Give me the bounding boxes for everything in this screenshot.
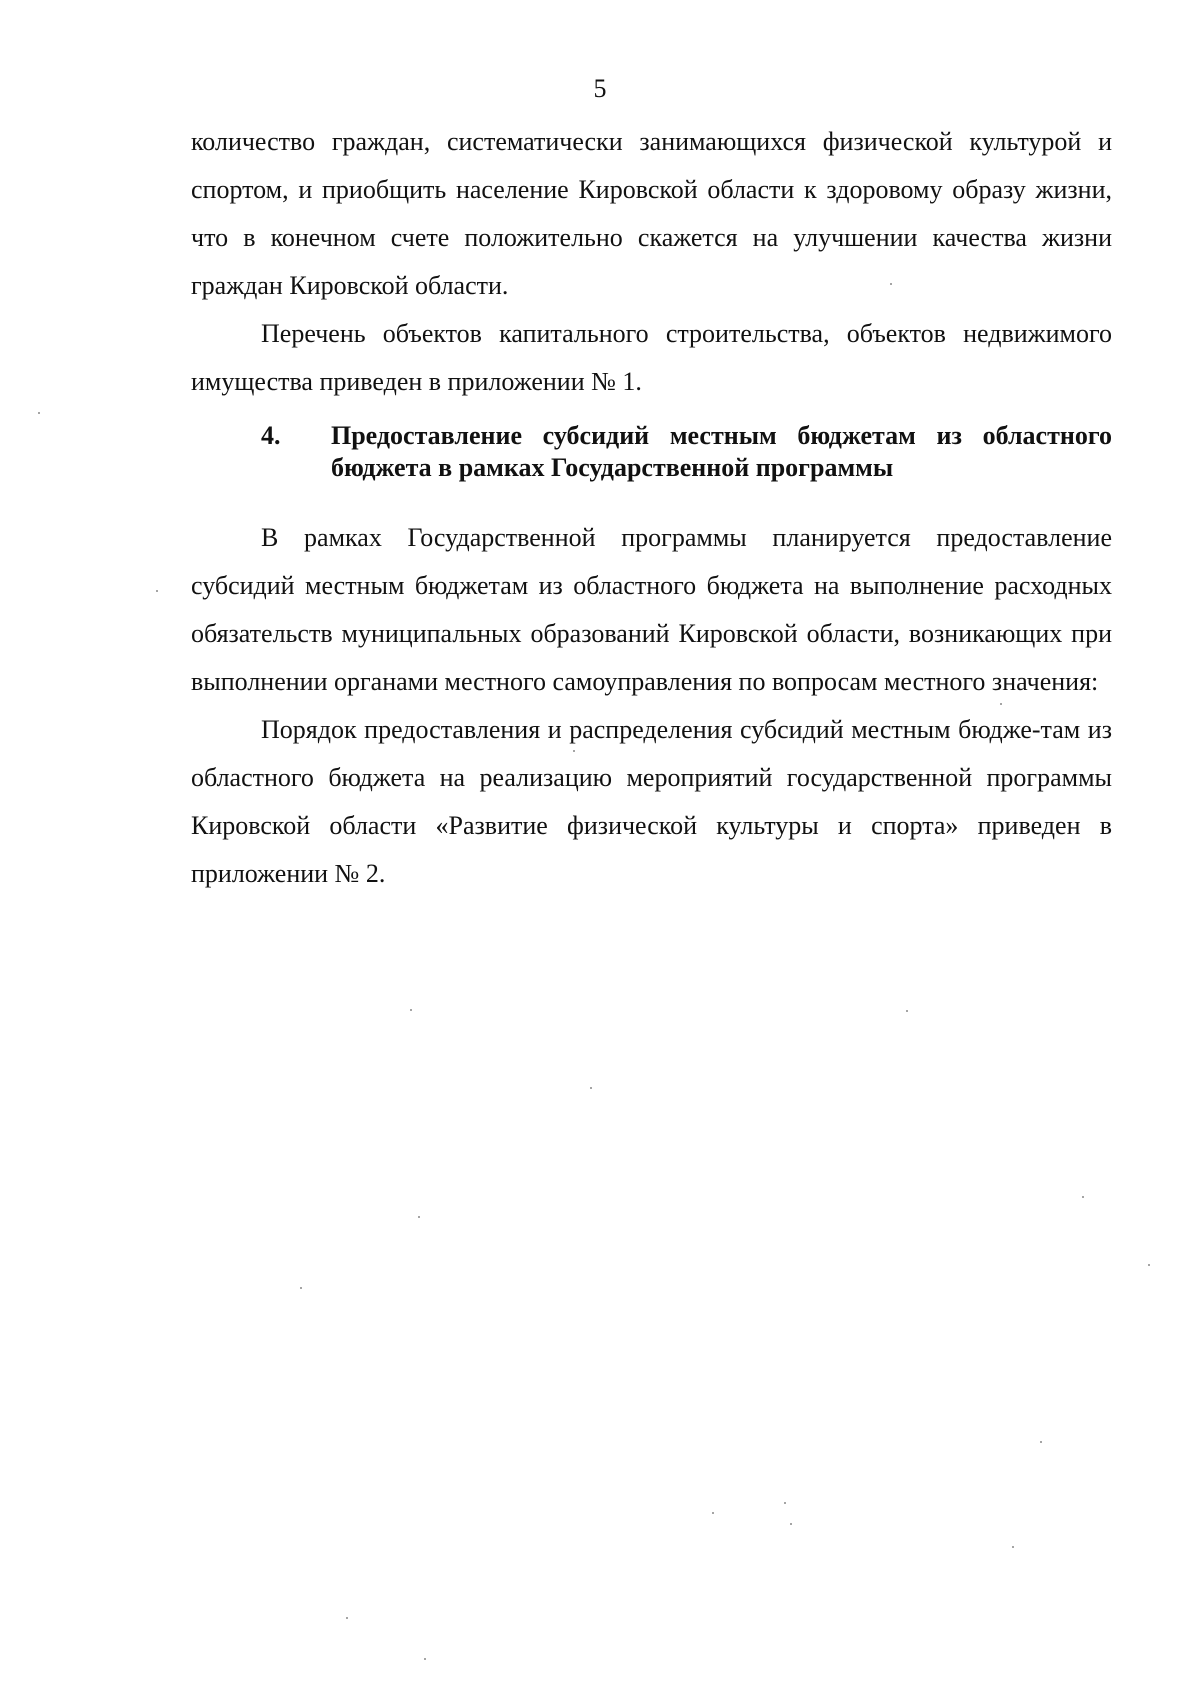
scan-speck — [890, 283, 892, 285]
section-heading — [191, 420, 1112, 484]
scan-speck — [1082, 1196, 1084, 1198]
paragraph-subsidies: В рамках Государственной программы планируется предоставление субсидий местным бюджетам из областного бюджета на выполнение расходных обязательств муниципальных образований Кировской области, возникающих при выполнении органами местного самоуправления по вопросам местного значения: — [191, 523, 1112, 696]
scan-speck — [38, 412, 40, 414]
scan-speck — [790, 1523, 792, 1525]
scan-speck — [418, 1216, 420, 1218]
scan-speck — [1012, 1546, 1014, 1548]
scan-speck — [1040, 1441, 1042, 1443]
scan-speck — [156, 590, 158, 592]
scan-speck — [712, 1512, 714, 1514]
page-number: 5 — [593, 74, 607, 103]
scan-speck — [346, 1617, 348, 1619]
paragraph-procedure: Порядок предоставления и распределения субсидий местным бюдже-там из областного бюджета на реализацию мероприятий государственной программы Кировской области «Развитие физической культуры и спорта» приведен в приложении № 2. — [191, 715, 1112, 888]
scan-speck — [1000, 703, 1002, 705]
scan-speck — [410, 1009, 412, 1011]
document-body — [191, 118, 1112, 898]
section-number: 4. — [261, 421, 281, 450]
scan-speck — [784, 1502, 786, 1504]
scan-speck — [906, 1010, 908, 1012]
scan-speck — [573, 750, 575, 752]
section-title: Предоставление субсидий местным бюджетам из областного бюджета в рамках Государственной программы — [331, 421, 1112, 482]
scan-speck — [424, 1658, 426, 1660]
paragraph-capital-objects: Перечень объектов капитального строительства, объектов недвижимого имущества приведен в приложении № 1. — [191, 319, 1112, 396]
scan-speck — [590, 1087, 592, 1089]
scan-speck — [1148, 1264, 1150, 1266]
scan-speck — [300, 1287, 302, 1289]
paragraph-continuation: количество граждан, систематически занимающихся физической культурой и спортом, и приобщить население Кировской области к здоровому образу жизни, что в конечном счете положительно скажется на улучшении качества жизни граждан Кировской области. — [191, 127, 1112, 300]
